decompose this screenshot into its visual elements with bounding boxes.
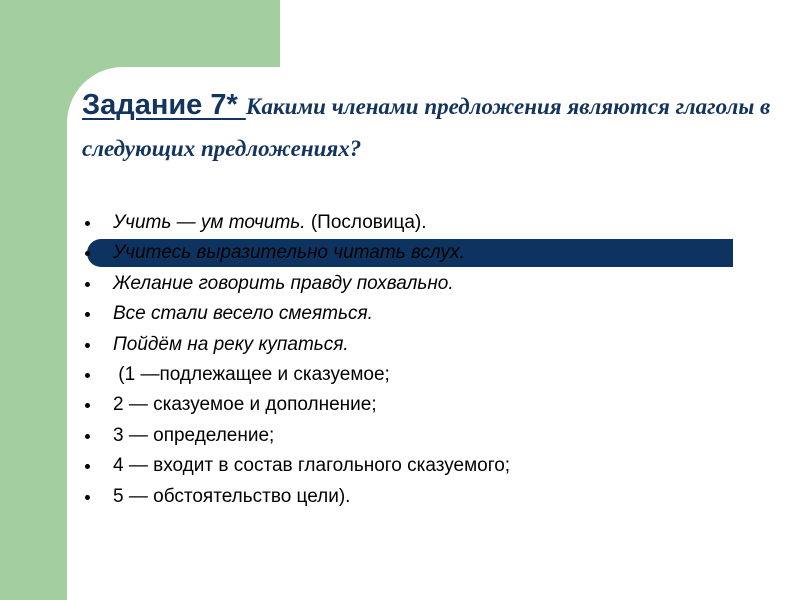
item-sentence: Учить — ум точить. bbox=[113, 212, 306, 233]
item-note: (1 —подлежащее и сказуемое; bbox=[113, 363, 390, 385]
bullet-icon bbox=[85, 464, 90, 469]
item-note: 5 — обстоятельство цели). bbox=[113, 485, 351, 507]
bullet-icon bbox=[85, 251, 90, 256]
list-item bbox=[82, 482, 782, 512]
item-sentence: Желание говорить правду похвально. bbox=[113, 272, 454, 294]
list-item bbox=[82, 269, 782, 299]
list-item bbox=[82, 421, 782, 451]
list-item bbox=[82, 360, 782, 390]
bullet-icon bbox=[85, 495, 90, 500]
bullet-icon bbox=[85, 221, 90, 226]
list-item bbox=[82, 390, 782, 420]
list-item bbox=[82, 330, 782, 360]
item-note: (Пословица). bbox=[305, 212, 427, 233]
bullet-icon bbox=[85, 403, 90, 408]
title-task-number: Задание 7* bbox=[82, 89, 246, 121]
bullet-icon bbox=[85, 312, 90, 317]
item-note: 3 — определение; bbox=[113, 424, 275, 446]
slide-title bbox=[82, 82, 772, 167]
list-item bbox=[82, 299, 782, 329]
list-item bbox=[82, 238, 782, 268]
green-side-strip bbox=[0, 0, 67, 600]
bullet-icon bbox=[85, 373, 90, 378]
item-sentence: Пойдём на реку купаться. bbox=[113, 333, 349, 355]
item-sentence: Все стали весело смеяться. bbox=[113, 303, 373, 325]
list-item bbox=[82, 451, 782, 481]
sentence-list bbox=[82, 208, 782, 512]
bullet-icon bbox=[85, 434, 90, 439]
item-note: 2 — сказуемое и дополнение; bbox=[113, 394, 377, 416]
bullet-icon bbox=[85, 282, 90, 287]
item-sentence: Учитесь выразительно читать вслух. bbox=[113, 242, 465, 264]
item-note: 4 — входит в состав глагольного сказуемого; bbox=[113, 455, 511, 477]
title-question: Какими членами предложения являются глаголы в следующих предложениях? bbox=[82, 94, 771, 162]
bullet-icon bbox=[85, 343, 90, 348]
list-item bbox=[82, 208, 782, 238]
